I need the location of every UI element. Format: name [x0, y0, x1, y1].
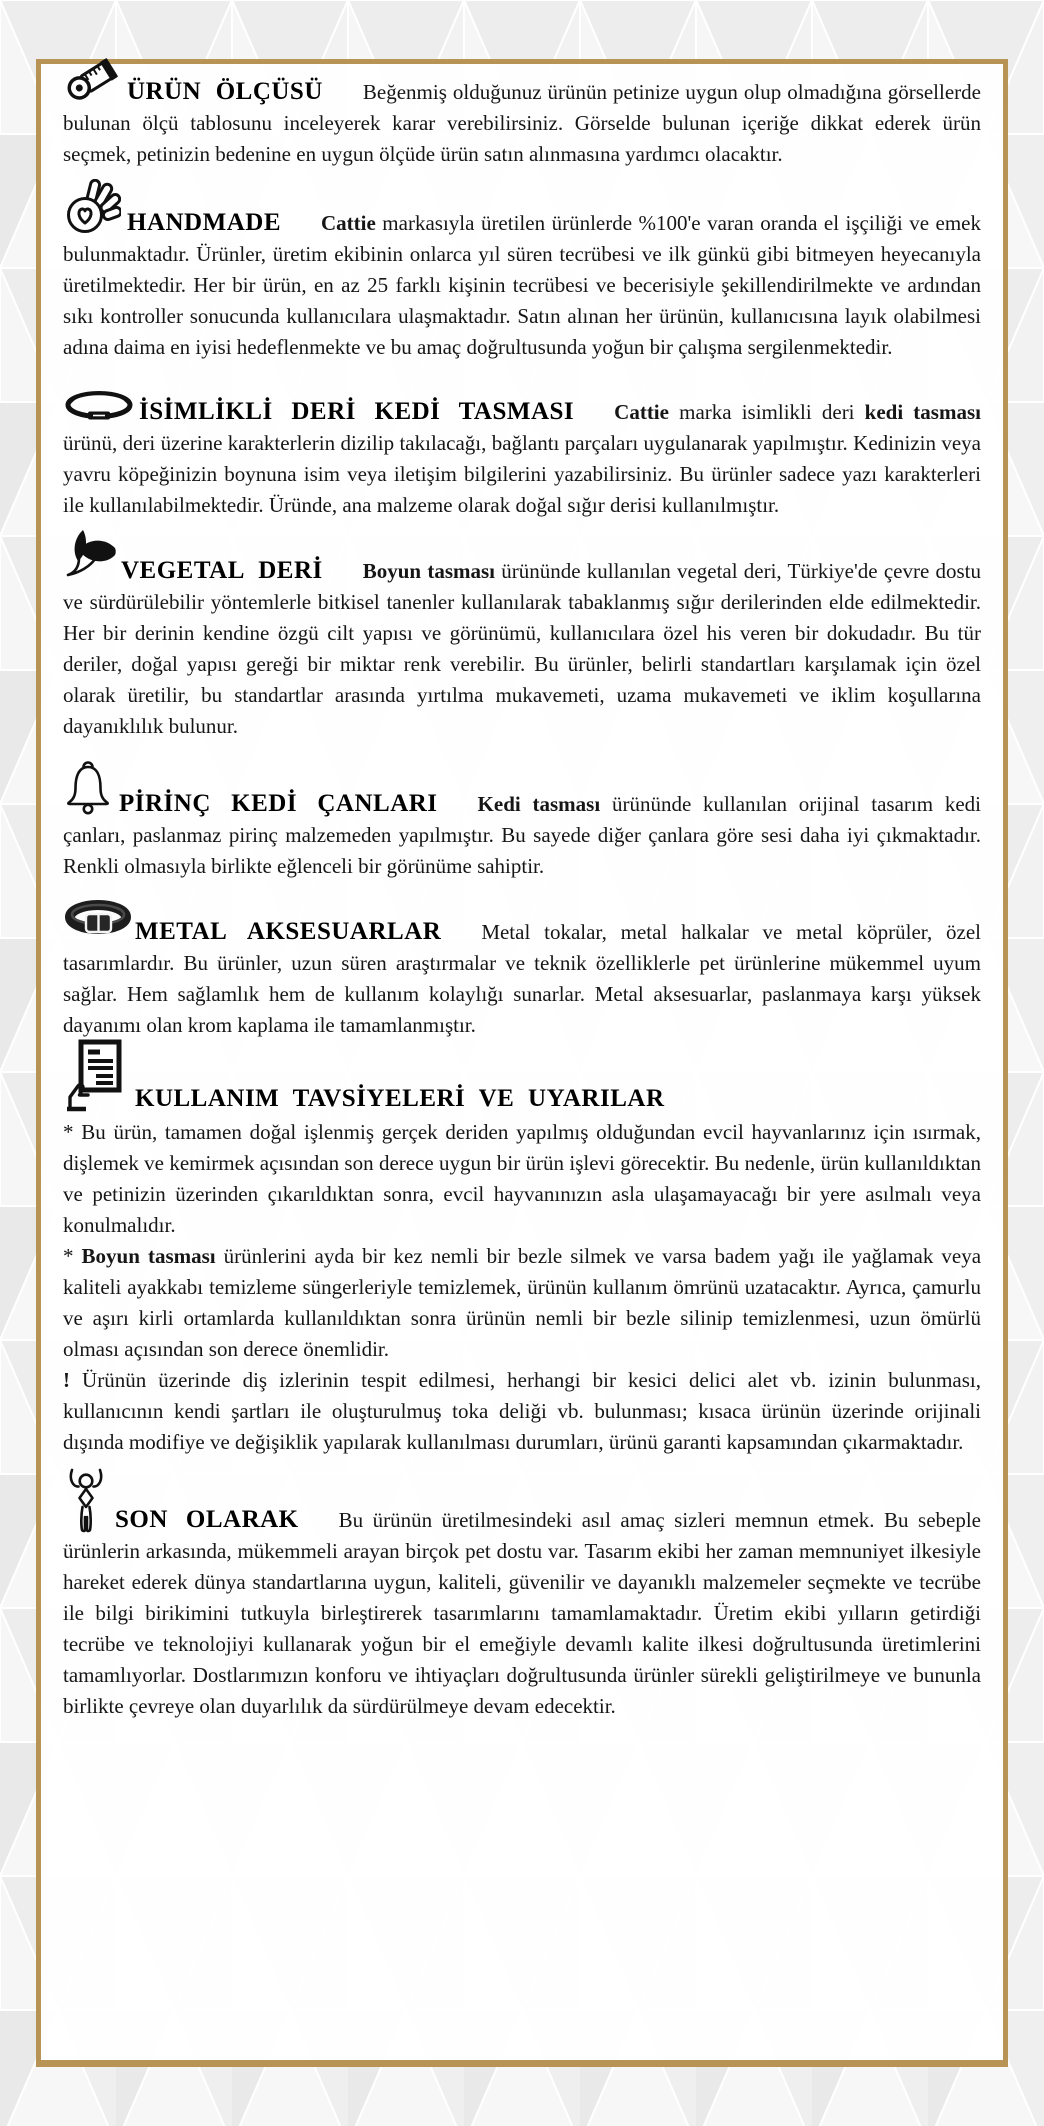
section-urun-olcusu [63, 76, 981, 170]
section-body: Boyun tasması ürününde kullanılan vegetal deri, Türkiye'de çevre dostu ve sürdürülebilir yöntemlerle bitkisel tanenler kullanılarak tabaklanmış sığır derilerinden elde edilmektedir. Her bir derinin kendine özgü cilt yapısı ve görünümü, kullanıcılara özel his veren bir dokudadır. Bu tür deriler, doğal yapısı gereği bir miktar renk verebilir. Bu ürünler, belirli standartları karşılamak için özel olarak üretilir, bu standartlar arasında yırtılma mukavemeti, uzama mukavemeti ve iklim koşullarına dayanıklılık bulunur. [63, 559, 981, 738]
section-title: SON OLARAK [115, 1506, 299, 1533]
section-title: KULLANIM TAVSİYELERİ VE UYARILAR [135, 1085, 665, 1112]
section-isimlikli-deri-kedi-tasmasi [63, 396, 981, 521]
usage-paragraph-1: * Bu ürün, tamamen doğal işlenmiş gerçek deriden yapılmış olduğundan evcil hayvanlarınız için ısırmak, dişlemek ve kemirmek açısından son derece uygun bir ürün işlevi görecektir. Bu nedenle, ürün kullanıldıktan ve petinizin üzerinden çıkarıldıktan sonra, evcil hayvanınızın asla ulaşamayacağı bir yere asılmalı veya konulmalıdır. [63, 1120, 981, 1237]
section-kullanim-tavsiyeleri [63, 1083, 981, 1458]
section-title: HANDMADE [127, 209, 281, 236]
name-collar-icon [63, 399, 139, 419]
section-vegetal-deri [63, 555, 981, 742]
section-handmade [63, 207, 981, 363]
hand-heart-icon [63, 210, 127, 230]
section-title: İSİMLİKLİ DERİ KEDİ TASMASI [139, 398, 575, 425]
content-card [36, 59, 1008, 2067]
section-body: Beğenmiş olduğunuz ürünün petinize uygun olup olmadığına görsellerde bulunan ölçü tablosunu inceleyerek karar verebilirsiniz. Görselde bulunan içeriğe dikkat ederek ürün seçmek, petinizin bedenine en uygun ölçüde ürün satın alınmasına yardımcı olacaktır. [63, 80, 981, 166]
usage-paragraph-3: ! Ürünün üzerinde diş izlerinin tespit edilmesi, herhangi bir kesici delici alet vb. izinin bulunması, kullanıcının kendi şartları ile oluşturulmuş toka deliği vb. bulunması; kısaca ürünün üzerinde orijinali dışında modifiye ve değişiklik yapılarak kullanılması durumları, ürünü garanti kapsamından çıkarmaktadır. [63, 1368, 981, 1454]
usage-paragraph-2: * Boyun tasması ürünlerini ayda bir kez nemli bir bezle silmek ve varsa badem yağı ile yağlamak veya kaliteli ayakkabı temizleme süngerleriyle temizlemek, ürünün kullanım ömrünü uzatacaktır. Ayrıca, çamurlu ve aşırı kirli ortamlarda kullanıldıktan sonra ürünün nemli bir bezle silinip temizlenmesi, uzun ömürlü olması açısından son derece önemlidir. [63, 1244, 982, 1361]
hand-document-icon [63, 1086, 135, 1106]
leaf-icon [63, 558, 121, 578]
cheering-person-icon [63, 1507, 115, 1527]
section-body: Bu ürünün üretilmesindeki asıl amaç sizleri memnun etmek. Bu sebeple ürünlerin arkasında, mükemmeli arayan birçok pet dostu var. Tasarım ekibi her zaman memnuniyet ilkesiyle hareket ederek dünya standartlarına uygun, kaliteli, güvenilir ve dayanıklı malzemeler seçmekte ve tecrübe ile bilgi birikimini tutkuyla birleştirerek tasarımlarını tamamlamaktadır. Üretim ekibi yılların getirdiği tecrübe ve teknolojiyi kullanarak yoğun bir el emeğiyle devamlı kalite ilkesi doğrultusunda üretimlerini tamamlıyorlar. Dostlarımızın konforu ve ihtiyaçları doğrultusunda ürünler sürekli geliştirilmeye ve bununla birlikte çevreye olan duyarlılık da sürdürülmeye devam edecektir. [63, 1508, 981, 1718]
section-title: METAL AKSESUARLAR [135, 918, 442, 945]
measuring-tape-icon [63, 79, 127, 99]
section-pirinc-kedi-canlari [63, 788, 981, 882]
section-title: PİRİNÇ KEDİ ÇANLARI [119, 790, 438, 817]
section-body: Cattie marka isimlikli deri kedi tasması ürünü, deri üzerine karakterlerin dizilip takılacağı, bağlantı parçaları uygulanarak yapılmıştır. Kedinizin veya yavru köpeğinizin boynuna isim veya iletişim bilgilerini yazabilirsiniz. Bu ürünler sadece yazı karakterleri ile kullanılabilmektedir. Üründe, ana malzeme olarak doğal sığır derisi kullanılmıştır. [63, 400, 981, 517]
section-son-olarak [63, 1504, 981, 1722]
bell-icon [63, 791, 119, 811]
section-metal-aksesuarlar [63, 916, 981, 1041]
collar-buckle-icon [63, 919, 135, 939]
section-body: Metal tokalar, metal halkalar ve metal köprüler, özel tasarımlardır. Bu ürünler, uzun süren araştırmalar ve teknik özelliklerle pet ürünlerine mükemmel uyum sağlar. Hem sağlamlık hem de kullanım kolaylığı sunarlar. Metal aksesuarlar, paslanmaya karşı yüksek dayanımı olan krom kaplama ile tamamlanmıştır. [63, 920, 981, 1037]
section-body: Kedi tasması ürününde kullanılan orijinal tasarım kedi çanları, paslanmaz pirinç malzemeden yapılmıştır. Bu sayede diğer çanlara göre sesi daha iyi çıkmaktadır. Renkli olmasıyla birlikte eğlenceli bir görünüme sahiptir. [63, 792, 981, 878]
section-title: VEGETAL DERİ [121, 557, 323, 584]
section-body: Cattie markasıyla üretilen ürünlerde %100'e varan oranda el işçiliği ve emek bulunmaktadır. Ürünler, üretim ekibinin onlarca yıl süren tecrübesi ve ilk günkü gibi bitmeyen heyecanıyla üretilmektedir. Her bir ürün, en az 25 farklı kişinin tecrübesi ve becerisiyle şekillendirilmekte ve ardından sıkı kontroller sonucunda kullanıcılara ulaşmaktadır. Satın alınan her ürünün, kullanıcısına layık olabilmesi adına daima en iyisi hedeflenmekte ve bu amaç doğrultusunda yoğun bir çalışma sergilenmektedir. [63, 211, 981, 359]
section-title: ÜRÜN ÖLÇÜSÜ [127, 78, 323, 105]
